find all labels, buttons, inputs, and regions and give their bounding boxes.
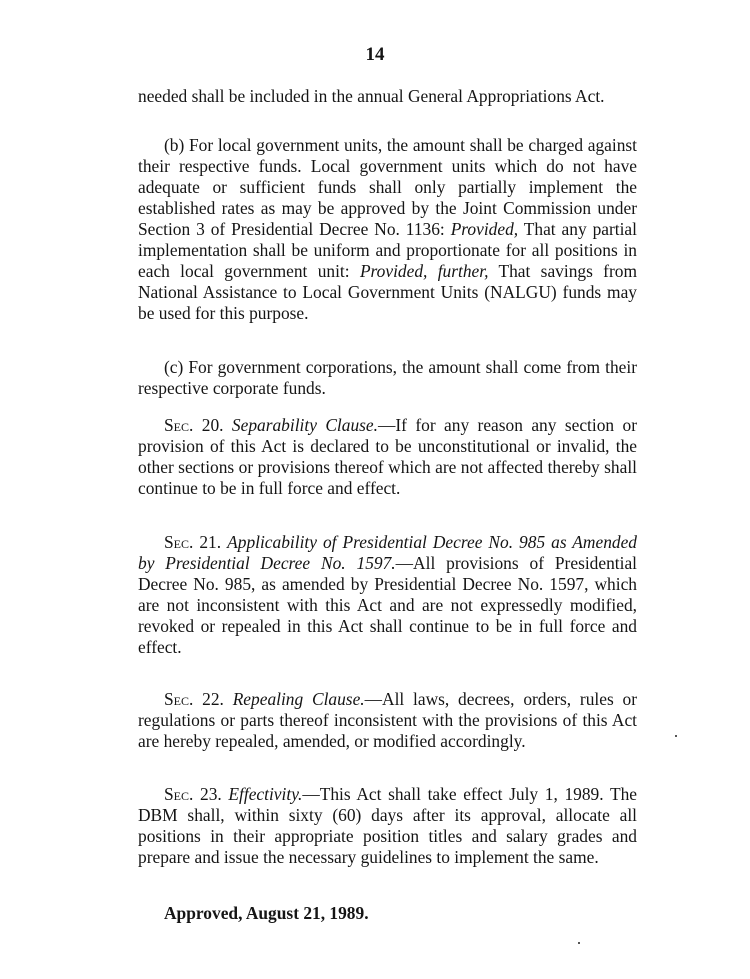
approval-date: Approved, August 21, 1989. xyxy=(164,903,369,923)
section-21 xyxy=(138,532,637,658)
proviso-further-text: That savings from National Assistance to Local Government Units (NALGU) funds may be used for this purpose. xyxy=(138,261,637,323)
proviso-further-label: Provided, further, xyxy=(359,261,489,281)
section-label: Sec. 22. xyxy=(164,689,224,709)
proviso-text: That any partial implementation shall be uniform and proportionate for all positions in each local government unit: xyxy=(138,219,637,281)
section-23 xyxy=(138,784,637,868)
section-20 xyxy=(138,415,637,499)
section-title: Applicability of Presidential Decree No. 985 as Amended by Presidential Decree No. 1597. xyxy=(138,532,638,573)
section-label: Sec. 21. xyxy=(164,532,222,552)
proviso-label: Provided, xyxy=(450,219,519,239)
item-b-text: (b) For local government units, the amount shall be charged against their respective funds. Local government units which do not have adequate or sufficient funds shall only partially implement the established rates as may be approved by the Joint Commission under Section 3 of Presidential Decree No. 1136: xyxy=(138,135,637,239)
scan-speck xyxy=(675,735,677,737)
section-text: —This Act shall take effect July 1, 1989. The DBM shall, within sixty (60) days after its approval, allocate all positions in their appropriate position titles and salary grades and prepare and issue the necessary guidelines to implement the same. xyxy=(138,784,637,867)
section-22 xyxy=(138,689,637,752)
section-text: —All laws, decrees, orders, rules or regulations or parts thereof inconsistent with the provisions of this Act are hereby repealed, amended, or modified accordingly. xyxy=(138,689,637,751)
section-title: Separability Clause. xyxy=(231,415,378,435)
continuation-paragraph: needed shall be included in the annual General Appropriations Act. xyxy=(138,86,605,106)
section-title: Repealing Clause. xyxy=(232,689,365,709)
section-title: Effectivity. xyxy=(228,784,303,804)
scan-speck xyxy=(578,942,580,944)
section-text: —If for any reason any section or provision of this Act is declared to be unconstitutional or invalid, the other sections or provisions thereof which are not affected thereby shall continue to be in full force and effect. xyxy=(138,415,637,498)
section-text: —All provisions of Presidential Decree No. 985, as amended by Presidential Decree No. 1597, which are not inconsistent with this Act and are not expressedly modified, revoked or repealed in this Act shall continue to be in full force and effect. xyxy=(138,553,637,657)
section-label: Sec. 20. xyxy=(164,415,224,435)
section-label: Sec. 23. xyxy=(164,784,222,804)
item-b-paragraph xyxy=(138,135,637,324)
item-c-paragraph: (c) For government corporations, the amount shall come from their respective corporate funds. xyxy=(138,357,637,398)
page-number: 14 xyxy=(365,44,385,65)
